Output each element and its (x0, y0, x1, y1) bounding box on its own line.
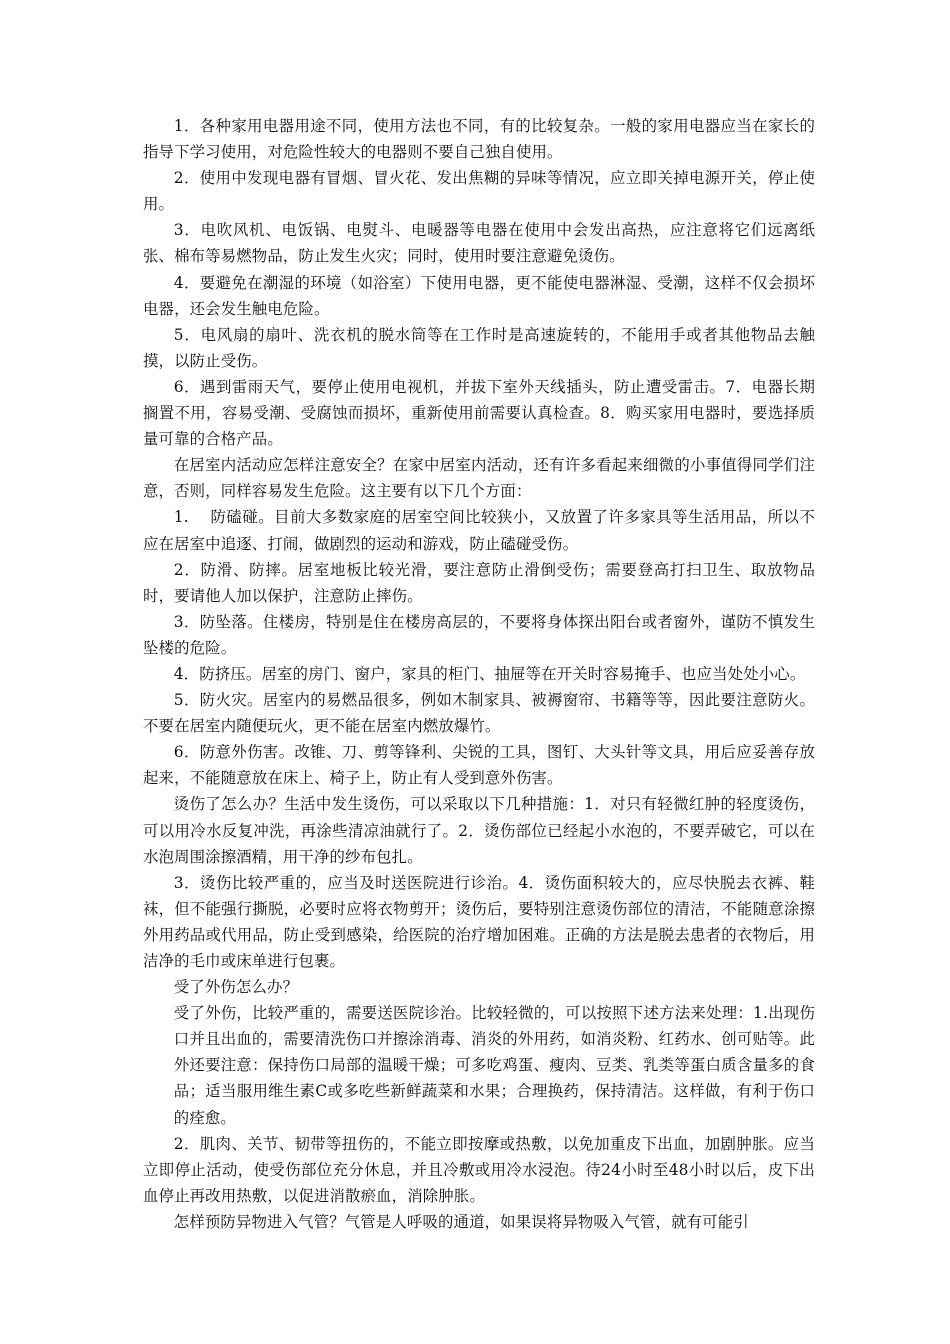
paragraph-indoor-2: 2．防滑、防摔。居室地板比较光滑，要注意防止滑倒受伤；需要登高打扫卫生、取放物品时，要请他人加以保护，注意防止摔伤。 (143, 560, 815, 605)
paragraph-appliance-5: 5．电风扇的扇叶、洗衣机的脱水筒等在工作时是高速旋转的，不能用手或者其他物品去触摸，以防止受伤。 (143, 325, 815, 370)
paragraph-injury-heading: 受了外伤怎么办？ (173, 978, 299, 997)
paragraph-appliance-6-8: 6．遇到雷雨天气，要停止使用电视机，并拔下室外天线插头，防止遭受雷击。7．电器长期搁置不用，容易受潮、受腐蚀而损坏，重新使用前需要认真检查。8．购买家用电器时，要选择质量可靠的合格产品。 (143, 377, 815, 449)
paragraph-appliance-4: 4．要避免在潮湿的环境（如浴室）下使用电器，更不能使电器淋湿、受潮，这样不仅会损坏电器，还会发生触电危险。 (143, 273, 815, 318)
paragraph-indoor-1: 1. 防磕碰。目前大多数家庭的居室空间比较狭小，又放置了许多家具等生活用品，所以不应在居室中追逐、打闹，做剧烈的运动和游戏，防止磕碰受伤。 (143, 508, 815, 553)
paragraph-airway-intro: 怎样预防异物进入气管？气管是人呼吸的通道，如果误将异物吸入气管，就有可能引 (173, 1212, 749, 1231)
paragraph-appliance-2: 2．使用中发现电器有冒烟、冒火花、发出焦糊的异味等情况，应立即关掉电源开关，停止使用。 (143, 169, 815, 214)
paragraph-burn-3-4: 3．烫伤比较严重的，应当及时送医院进行诊治。4．烫伤面积较大的，应尽快脱去衣裤、鞋袜，但不能强行撕脱，必要时应将衣物剪开；烫伤后，要特别注意烫伤部位的清洁，不能随意涂擦外用药品或代用品，防止受到感染，给医院的治疗增加困难。正确的方法是脱去患者的衣物后，用洁净的毛巾或床单进行包裹。 (143, 873, 815, 970)
paragraph-burn-1-2: 烫伤了怎么办？生活中发生烫伤，可以采取以下几种措施：1．对只有轻微红肿的轻度烫伤，可以用冷水反复冲洗，再涂些清凉油就行了。2．烫伤部位已经起小水泡的，不要弄破它，可以在水泡周围涂擦酒精，用干净的纱布包扎。 (143, 795, 815, 866)
paragraph-appliance-1: 1．各种家用电器用途不同，使用方法也不同，有的比较复杂。一般的家用电器应当在家长的指导下学习使用，对危险性较大的电器则不要自己独自使用。 (143, 117, 815, 162)
paragraph-indoor-5: 5．防火灾。居室内的易燃品很多，例如木制家具、被褥窗帘、书籍等等，因此要注意防火。不要在居室内随便玩火，更不能在居室内燃放爆竹。 (143, 691, 815, 736)
paragraph-appliance-3: 3．电吹风机、电饭锅、电熨斗、电暖器等电器在使用中会发出高热，应注意将它们远离纸张、棉布等易燃物品，防止发生火灾；同时，使用时要注意避免烫伤。 (143, 221, 815, 266)
paragraph-injury-1: 受了外伤，比较严重的，需要送医院诊治。比较轻微的，可以按照下述方法来处理：1.出现伤口并且出血的，需要清洗伤口并擦涂消毒、消炎的外用药，如消炎粉、红药水、创可贴等。此外还要注意：保持伤口局部的温暖干燥；可多吃鸡蛋、瘦肉、豆类、乳类等蛋白质含量多的食品；适当服用维生素C或多吃些新鲜蔬菜和水果；合理换药，保持清洁。这样做，有利于伤口的痊愈。 (173, 1004, 815, 1127)
paragraph-indoor-6: 6．防意外伤害。改锥、刀、剪等锋利、尖锐的工具，图钉、大头针等文具，用后应妥善存放起来，不能随意放在床上、椅子上，防止有人受到意外伤害。 (143, 743, 815, 788)
paragraph-indoor-3: 3．防坠落。住楼房，特别是住在楼房高层的，不要将身体探出阳台或者窗外，谨防不慎发生坠楼的危险。 (143, 612, 815, 657)
document-body (143, 113, 815, 1235)
paragraph-indoor-safety-intro: 在居室内活动应怎样注意安全？在家中居室内活动，还有许多看起来细微的小事值得同学们注意，否则，同样容易发生危险。这主要有以下几个方面： (143, 456, 815, 501)
paragraph-indoor-4: 4．防挤压。居室的房门、窗户，家具的柜门、抽屉等在开关时容易掩手、也应当处处小心。 (173, 664, 806, 683)
paragraph-injury-2: 2．肌肉、关节、韧带等扭伤的，不能立即按摩或热敷，以免加重皮下出血，加剧肿胀。应当立即停止活动，使受伤部位充分休息，并且冷敷或用冷水浸泡。待24小时至48小时以后，皮下出血停止再改用热敷，以促进消散瘀血，消除肿胀。 (143, 1134, 815, 1205)
